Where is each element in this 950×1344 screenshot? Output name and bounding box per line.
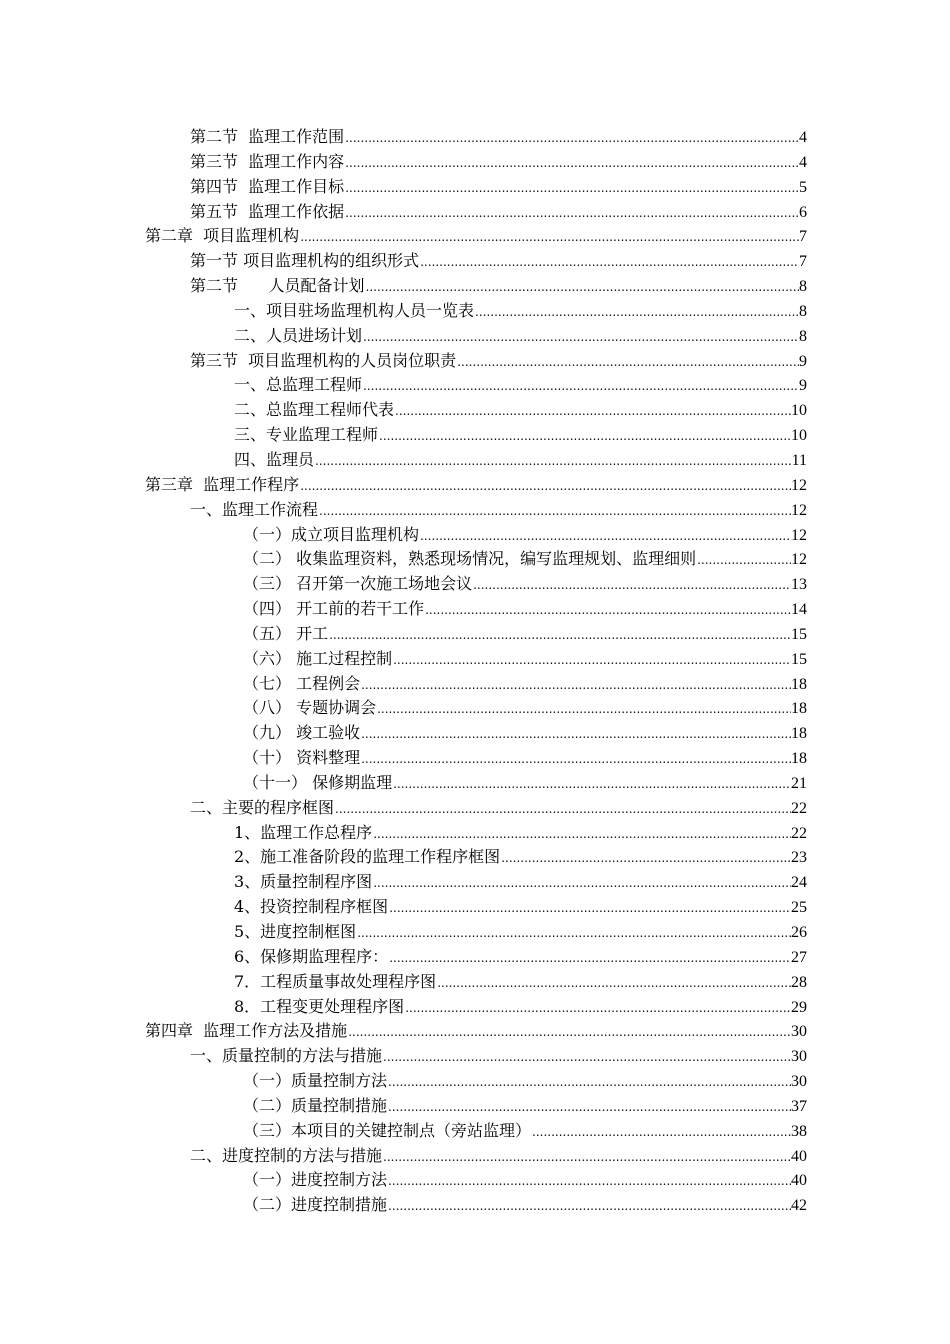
toc-entry[interactable] — [0, 746, 950, 771]
toc-entry[interactable] — [0, 1119, 950, 1144]
toc-entry-title[interactable]: 5、进度控制框图 — [234, 920, 356, 945]
toc-entry-line — [234, 423, 807, 449]
toc-entry-line — [243, 622, 807, 648]
toc-entry-title[interactable]: 第三节 项目监理机构的人员岗位职责 — [190, 349, 456, 374]
toc-dot-leader — [474, 300, 799, 325]
toc-page-number[interactable]: 9 — [799, 377, 807, 395]
toc-entry-line — [234, 970, 807, 996]
toc-entry[interactable] — [0, 672, 950, 697]
toc-page-number[interactable]: 12 — [791, 476, 807, 494]
toc-dot-leader — [419, 250, 799, 275]
toc-entry-title[interactable]: （十一） 保修期监理 — [243, 771, 392, 796]
toc-entry-line — [234, 870, 807, 896]
toc-page-number[interactable]: 15 — [791, 650, 807, 668]
toc-entry[interactable] — [0, 398, 950, 423]
toc-entry[interactable] — [0, 771, 950, 796]
toc-entry[interactable] — [0, 547, 950, 572]
toc-page-number[interactable]: 26 — [791, 924, 807, 941]
toc-entry[interactable] — [0, 349, 950, 374]
toc-entry-line — [243, 647, 807, 673]
toc-dot-leader — [362, 325, 799, 350]
toc-entry-title[interactable]: （一）成立项目监理机构 — [243, 523, 419, 548]
toc-entry-line — [145, 473, 807, 499]
toc-entry[interactable] — [0, 845, 950, 870]
toc-entry-line — [190, 125, 807, 151]
toc-entry-line — [190, 249, 807, 275]
toc-entry-title[interactable]: 二、进度控制的方法与措施 — [190, 1144, 382, 1169]
toc-entry[interactable] — [0, 920, 950, 945]
toc-entry-line — [243, 597, 807, 623]
toc-dot-leader — [344, 201, 799, 226]
toc-dot-leader — [696, 548, 791, 573]
toc-entry[interactable] — [0, 224, 950, 249]
toc-page-number[interactable]: 23 — [791, 849, 807, 867]
toc-entry[interactable] — [0, 995, 950, 1020]
toc-dot-leader — [387, 1070, 791, 1095]
toc-entry-title[interactable]: 第三章 监理工作程序 — [145, 473, 299, 498]
toc-entry-title[interactable]: （二）质量控制措施 — [243, 1094, 387, 1119]
toc-entry[interactable] — [0, 1019, 950, 1044]
toc-page-number[interactable]: 8 — [799, 278, 807, 296]
toc-dot-leader — [299, 474, 791, 499]
toc-dot-leader — [394, 399, 791, 424]
toc-entry[interactable] — [0, 1069, 950, 1094]
toc-page-number[interactable]: 30 — [791, 1073, 807, 1091]
toc-entry-title[interactable]: （八） 专题协调会 — [243, 696, 376, 721]
toc-page-number[interactable]: 18 — [791, 725, 807, 743]
toc-page-number[interactable]: 8 — [799, 302, 807, 320]
toc-entry[interactable] — [0, 498, 950, 523]
toc-dot-leader — [360, 747, 791, 772]
toc-entry[interactable] — [0, 373, 950, 398]
toc-dot-leader — [360, 673, 791, 698]
toc-entry-title[interactable]: 四、监理员 — [234, 448, 314, 473]
toc-page-number[interactable]: 9 — [799, 352, 807, 370]
toc-entry[interactable] — [0, 696, 950, 721]
toc-dot-leader — [372, 871, 791, 896]
toc-page-number[interactable]: 18 — [791, 675, 807, 693]
toc-entry-title[interactable]: （十） 资料整理 — [243, 746, 360, 771]
toc-entry[interactable] — [0, 970, 950, 995]
toc-entry-title[interactable]: 第四章 监理工作方法及措施 — [145, 1019, 347, 1044]
toc-entry[interactable] — [0, 175, 950, 200]
toc-entry-line — [190, 1044, 807, 1070]
toc-entry-title[interactable]: 1、监理工作总程序 — [234, 821, 372, 846]
toc-entry-title[interactable]: 一、总监理工程师 — [234, 373, 362, 398]
toc-entry-line — [243, 1168, 807, 1194]
toc-page-number[interactable]: 28 — [791, 973, 807, 991]
toc-entry-line — [190, 200, 807, 226]
toc-entry-title[interactable]: 4、投资控制程序框图 — [234, 895, 388, 920]
toc-page-number[interactable]: 6 — [799, 203, 807, 221]
toc-page-number[interactable]: 22 — [791, 824, 807, 842]
toc-entry-title[interactable]: 6、保修期监理程序： — [234, 945, 388, 970]
toc-entry-title[interactable]: （七） 工程例会 — [243, 672, 360, 697]
toc-entry-line — [190, 1144, 807, 1170]
toc-entry-title[interactable]: （四） 开工前的若干工作 — [243, 597, 424, 622]
toc-entry[interactable] — [0, 572, 950, 597]
toc-page-number[interactable]: 13 — [791, 576, 807, 594]
toc-entry[interactable] — [0, 870, 950, 895]
toc-page-number[interactable]: 30 — [791, 1048, 807, 1066]
toc-entry[interactable] — [0, 274, 950, 299]
toc-entry-line — [234, 995, 807, 1021]
toc-entry-title[interactable]: 第二章 项目监理机构 — [145, 224, 299, 249]
toc-entry-line — [234, 895, 807, 921]
toc-page-number[interactable]: 24 — [791, 874, 807, 892]
toc-page-number[interactable]: 11 — [791, 451, 807, 469]
toc-entry-line — [243, 1119, 807, 1145]
toc-dot-leader — [388, 946, 791, 971]
toc-entry[interactable] — [0, 622, 950, 647]
toc-page-number[interactable]: 12 — [791, 526, 807, 544]
toc-page-number[interactable]: 40 — [791, 1172, 807, 1190]
toc-entry[interactable] — [0, 647, 950, 672]
toc-entry[interactable] — [0, 448, 950, 473]
toc-page-number[interactable]: 7 — [799, 253, 807, 271]
toc-entry-title[interactable]: 第四节 监理工作目标 — [190, 175, 344, 200]
toc-entry-title[interactable]: 3、质量控制程序图 — [234, 870, 372, 895]
toc-entry[interactable] — [0, 473, 950, 498]
toc-dot-leader — [372, 822, 791, 847]
toc-entry-line — [234, 845, 807, 871]
toc-entry-line — [234, 398, 807, 424]
toc-entry-line — [234, 324, 807, 350]
toc-dot-leader — [456, 350, 799, 375]
toc-page-number[interactable]: 5 — [799, 178, 807, 196]
toc-page-number[interactable]: 4 — [799, 153, 807, 171]
toc-page-number[interactable]: 7 — [799, 228, 807, 246]
toc-entry[interactable] — [0, 200, 950, 225]
table-of-contents — [0, 125, 950, 1218]
toc-page-number[interactable]: 27 — [791, 948, 807, 966]
toc-entry-title[interactable]: （五） 开工 — [243, 622, 328, 647]
toc-entry-title[interactable]: 二、主要的程序框图 — [190, 796, 334, 821]
toc-entry[interactable] — [0, 423, 950, 448]
toc-entry-title[interactable]: 一、项目驻场监理机构人员一览表 — [234, 299, 474, 324]
toc-dot-leader — [344, 126, 799, 151]
toc-dot-leader — [334, 797, 791, 822]
toc-entry-title[interactable]: 一、监理工作流程 — [190, 498, 318, 523]
toc-page-number[interactable]: 12 — [791, 551, 807, 569]
toc-entry-line — [190, 274, 807, 300]
toc-dot-leader — [365, 275, 799, 300]
toc-entry-line — [190, 175, 807, 201]
toc-entry-line — [190, 498, 807, 524]
toc-entry-line — [234, 821, 807, 847]
toc-entry-line — [243, 1094, 807, 1120]
toc-page-number[interactable]: 4 — [799, 129, 807, 146]
toc-entry[interactable] — [0, 125, 950, 150]
toc-entry-line — [243, 672, 807, 698]
toc-entry-title[interactable]: 第一节 项目监理机构的组织形式 — [190, 249, 419, 274]
toc-page-number[interactable]: 42 — [791, 1197, 807, 1215]
toc-entry-line — [234, 299, 807, 325]
toc-entry-line — [190, 796, 807, 822]
toc-entry-title[interactable]: 一、质量控制的方法与措施 — [190, 1044, 382, 1069]
toc-entry-title[interactable]: 第二节 监理工作范围 — [190, 125, 344, 150]
toc-dot-leader — [436, 971, 791, 996]
toc-entry-line — [243, 696, 807, 722]
toc-entry-line — [243, 523, 807, 549]
toc-dot-leader — [378, 424, 791, 449]
toc-dot-leader — [299, 225, 799, 250]
toc-dot-leader — [376, 697, 791, 722]
toc-entry-line — [234, 448, 807, 474]
toc-entry-title[interactable]: （九） 竣工验收 — [243, 721, 360, 746]
toc-dot-leader — [531, 1120, 791, 1145]
toc-entry-line — [243, 1193, 807, 1219]
toc-entry-line — [234, 373, 807, 399]
toc-entry-line — [234, 945, 807, 971]
toc-entry-title[interactable]: （二）进度控制措施 — [243, 1193, 387, 1218]
toc-page-number[interactable]: 30 — [791, 1023, 807, 1041]
toc-entry[interactable] — [0, 895, 950, 920]
toc-dot-leader — [314, 449, 792, 474]
toc-dot-leader — [500, 846, 791, 871]
toc-entry-line — [190, 349, 807, 375]
toc-page-number[interactable]: 25 — [791, 899, 807, 917]
toc-dot-leader — [387, 1194, 791, 1219]
toc-page-number[interactable]: 18 — [791, 750, 807, 768]
toc-entry-title[interactable]: （二） 收集监理资料，熟悉现场情况，编写监理规划、监理细则 — [243, 547, 696, 572]
toc-entry-title[interactable]: 第五节 监理工作依据 — [190, 200, 344, 225]
toc-entry-line — [243, 771, 807, 797]
toc-entry-line — [145, 224, 807, 250]
toc-entry-line — [145, 1019, 807, 1045]
toc-entry-line — [190, 150, 807, 176]
toc-entry[interactable] — [0, 1193, 950, 1218]
toc-entry-line — [234, 920, 807, 946]
toc-page-number[interactable]: 37 — [791, 1097, 807, 1115]
toc-dot-leader — [356, 921, 791, 946]
toc-entry-title[interactable]: 8．工程变更处理程序图 — [234, 995, 404, 1020]
toc-entry[interactable] — [0, 324, 950, 349]
toc-entry[interactable] — [0, 249, 950, 274]
toc-dot-leader — [392, 648, 791, 673]
toc-page-number[interactable]: 12 — [791, 501, 807, 519]
toc-entry-title[interactable]: 7．工程质量事故处理程序图 — [234, 970, 436, 995]
toc-dot-leader — [392, 772, 791, 797]
toc-page-number[interactable]: 18 — [791, 700, 807, 718]
toc-entry-line — [243, 1069, 807, 1095]
toc-entry[interactable] — [0, 299, 950, 324]
toc-entry-line — [243, 746, 807, 772]
toc-entry[interactable] — [0, 1044, 950, 1069]
toc-dot-leader — [318, 499, 791, 524]
toc-entry-title[interactable]: 二、人员进场计划 — [234, 324, 362, 349]
toc-entry-title[interactable]: （一）质量控制方法 — [243, 1069, 387, 1094]
toc-dot-leader — [387, 1095, 791, 1120]
toc-dot-leader — [472, 573, 791, 598]
toc-dot-leader — [347, 1020, 791, 1045]
toc-dot-leader — [344, 151, 799, 176]
toc-dot-leader — [419, 524, 791, 549]
toc-page-number[interactable]: 21 — [791, 774, 807, 792]
toc-entry-line — [243, 721, 807, 747]
toc-entry[interactable] — [0, 150, 950, 175]
toc-entry[interactable] — [0, 1168, 950, 1193]
toc-entry[interactable] — [0, 796, 950, 821]
toc-entry-title[interactable]: 第二节 人员配备计划 — [190, 274, 365, 299]
toc-entry-title[interactable]: 第三节 监理工作内容 — [190, 150, 344, 175]
toc-entry-title[interactable]: （三）本项目的关键控制点（旁站监理） — [243, 1119, 531, 1144]
toc-entry-title[interactable]: 二、总监理工程师代表 — [234, 398, 394, 423]
toc-dot-leader — [360, 722, 791, 747]
toc-page-number[interactable]: 10 — [791, 427, 807, 445]
toc-entry[interactable] — [0, 945, 950, 970]
toc-page-number[interactable]: 10 — [791, 402, 807, 420]
toc-entry[interactable] — [0, 597, 950, 622]
toc-entry-line — [243, 547, 807, 573]
toc-page-number[interactable]: 22 — [791, 799, 807, 817]
toc-dot-leader — [387, 1169, 791, 1194]
toc-entry-title[interactable]: （三） 召开第一次施工场地会议 — [243, 572, 472, 597]
toc-page-number[interactable]: 14 — [791, 601, 807, 619]
toc-entry[interactable] — [0, 1144, 950, 1169]
toc-page-number[interactable]: 40 — [791, 1147, 807, 1165]
toc-dot-leader — [344, 176, 799, 201]
toc-dot-leader — [362, 374, 799, 399]
toc-entry-title[interactable]: 三、专业监理工程师 — [234, 423, 378, 448]
toc-dot-leader — [424, 598, 791, 623]
toc-page-number[interactable]: 8 — [799, 327, 807, 345]
toc-dot-leader — [382, 1045, 791, 1070]
toc-dot-leader — [382, 1145, 791, 1170]
toc-entry[interactable] — [0, 523, 950, 548]
toc-entry-line — [243, 572, 807, 598]
toc-page-number[interactable]: 29 — [791, 998, 807, 1016]
toc-entry-title[interactable]: 2、施工准备阶段的监理工作程序框图 — [234, 845, 500, 870]
toc-entry[interactable] — [0, 821, 950, 846]
toc-dot-leader — [388, 896, 791, 921]
toc-dot-leader — [404, 996, 791, 1021]
toc-entry-title[interactable]: （六） 施工过程控制 — [243, 647, 392, 672]
toc-dot-leader — [328, 623, 791, 648]
toc-page-number[interactable]: 15 — [791, 625, 807, 643]
toc-entry[interactable] — [0, 721, 950, 746]
toc-entry-title[interactable]: （一）进度控制方法 — [243, 1168, 387, 1193]
toc-entry[interactable] — [0, 1094, 950, 1119]
toc-page-number[interactable]: 38 — [791, 1122, 807, 1140]
